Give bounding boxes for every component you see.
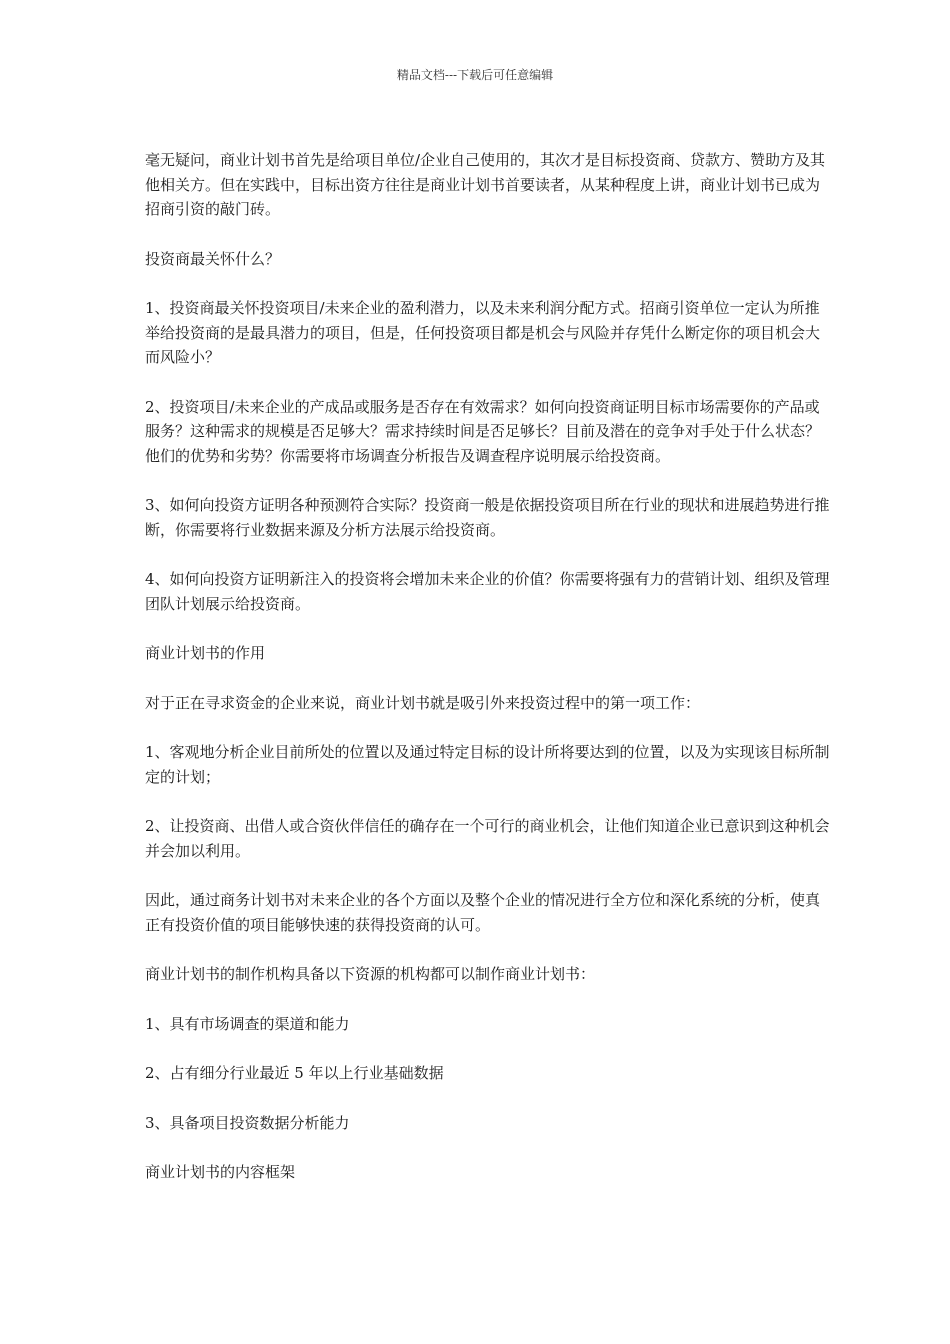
list-item: 3、如何向投资方证明各种预测符合实际？投资商一般是依据投资项目所在行业的现状和进展趋势进行推断，你需要将行业数据来源及分析方法展示给投资商。 (145, 496, 830, 539)
list-item: 3、具备项目投资数据分析能力 (145, 1113, 350, 1132)
list-item: 2、占有细分行业最近 5 年以上行业基础数据 (145, 1064, 444, 1082)
document-body (145, 148, 830, 1210)
list-item: 2、让投资商、出借人或合资伙伴信任的确存在一个可行的商业机会，让他们知道企业已意识到这种机会并会加以利用。 (145, 817, 830, 860)
list-item: 1、投资商最关怀投资项目/未来企业的盈利潜力，以及未来利润分配方式。招商引资单位一定认为所推举给投资商的是最具潜力的项目，但是，任何投资项目都是机会与风险并存凭什么断定你的项目机会大而风险小？ (145, 299, 821, 366)
section-question: 投资商最关怀什么？ (145, 249, 281, 268)
list-item: 4、如何向投资方证明新注入的投资将会增加未来企业的价值？你需要将强有力的营销计划、组织及管理团队计划展示给投资商。 (145, 570, 830, 613)
page-header: 精品文档---下载后可任意编辑 (396, 68, 554, 82)
paragraph: 毫无疑问，商业计划书首先是给项目单位/企业自己使用的，其次才是目标投资商、贷款方、赞助方及其他相关方。但在实践中，目标出资方往往是商业计划书首要读者，从某种程度上讲，商业计划书已成为招商引资的敲门砖。 (145, 151, 826, 218)
paragraph: 因此，通过商务计划书对未来企业的各个方面以及整个企业的情况进行全方位和深化系统的分析，使真正有投资价值的项目能够快速的获得投资商的认可。 (145, 891, 821, 934)
list-item: 1、客观地分析企业目前所处的位置以及通过特定目标的设计所将要达到的位置，以及为实现该目标所制定的计划； (145, 743, 830, 786)
list-item: 2、投资项目/未来企业的产成品或服务是否存在有效需求？如何向投资商证明目标市场需要你的产品或服务？这种需求的规模是否足够大？需求持续时间是否足够长？目前及潜在的竞争对手处于什么状态？他们的优势和劣势？你需要将市场调查分析报告及调查程序说明展示给投资商。 (145, 397, 821, 465)
list-item: 1、具有市场调查的渠道和能力 (145, 1014, 350, 1033)
section-heading: 商业计划书的内容框架 (145, 1163, 296, 1181)
paragraph: 对于正在寻求资金的企业来说，商业计划书就是吸引外来投资过程中的第一项工作： (145, 693, 701, 712)
section-heading: 商业计划书的作用 (145, 644, 266, 662)
paragraph: 商业计划书的制作机构具备以下资源的机构都可以制作商业计划书： (145, 965, 596, 983)
